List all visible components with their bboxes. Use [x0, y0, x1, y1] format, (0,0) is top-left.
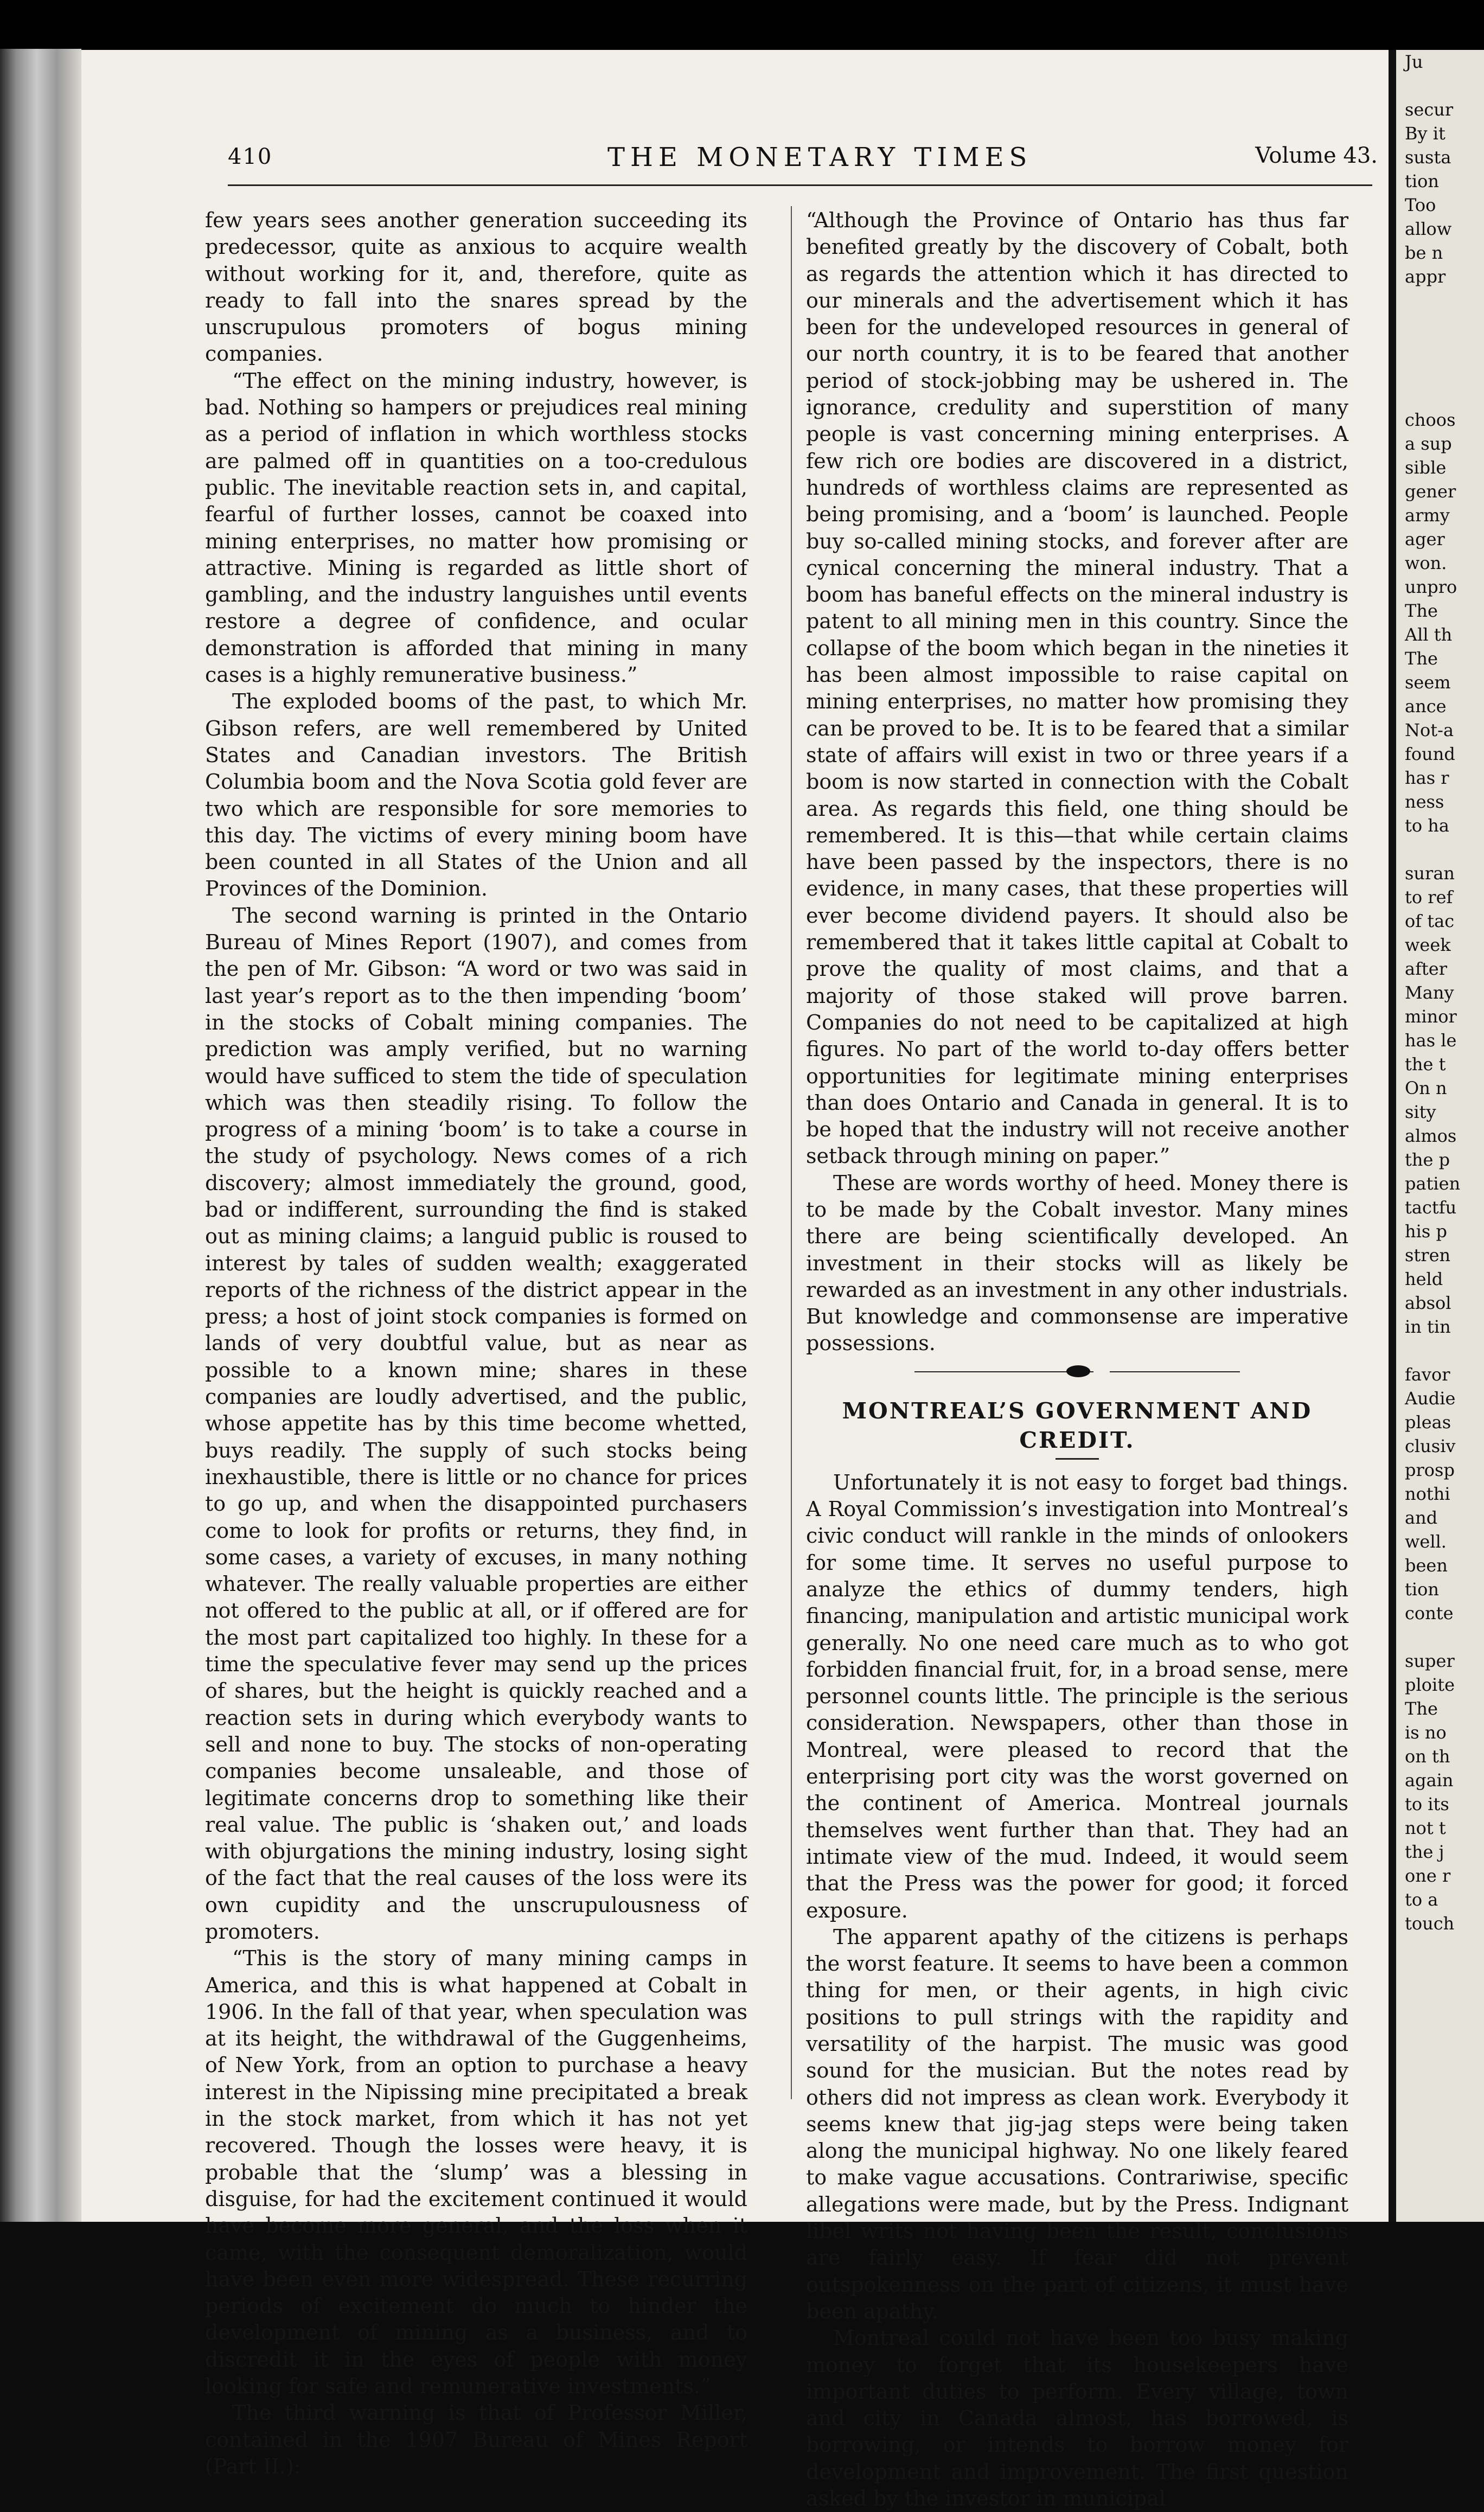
scan-top-border	[0, 0, 1484, 50]
publication-title: THE MONETARY TIMES	[607, 142, 1033, 172]
paragraph: The exploded booms of the past, to which Mr. Gibson refers, are well remembered by United States and Canadian investors. The British Columbia boom and the Nova Scotia gold fever are two which are responsible for sore memories to this day. The victims of every mining boom have been counted in all States of the Union and all Provinces of the Dominion.	[205, 689, 747, 901]
paragraph: The third warning is that of Professor Miller, contained in the 1907 Bureau of Mines Report (Part II.):	[205, 2401, 747, 2478]
paragraph: These are words worthy of heed. Money there is to be made by the Cobalt investor. Many mines there are being scientifically developed. An investment in their stocks will as likely be rewarded as an investment in any other industrials. But knowledge and commonsense are imperative possessions.	[806, 1171, 1348, 1356]
book-binding-edge	[0, 49, 81, 2222]
left-column	[205, 207, 747, 2480]
volume-label: Volume 43.	[1255, 143, 1378, 168]
column-divider	[791, 206, 792, 2099]
paragraph: “Although the Province of Ontario has thus far benefited greatly by the discovery of Cobalt, both as regards the attention which it has directed to our minerals and the advertisement which it has been for the undeveloped resources in general of our north country, it is to be feared that another period of stock-jobbing may be ushered in. The ignorance, credulity and superstition of many people is vast concerning mining enterprises. A few rich ore bodies are discovered in a district, hundreds of worthless claims are represented as being promising, and a ‘boom’ is launched. People buy so-called mining stocks, and forever after are cynical concerning the mineral industry. That a boom has baneful effects on the mineral industry is patent to all mining men in this country. Since the collapse of the boom which began in the nineties it has been almost impossible to raise capital on mining enterprises, no matter how promising they can be proved to be. It is to be feared that a similar state of affairs will exist in two or three years if a boom is now started in connection with the Cobalt area. As regards this field, one thing should be remembered. It is this—that while certain claims have been passed by the inspectors, there is no evidence, in many cases, that these properties will ever become dividend payers. It should also be remembered that it takes little capital at Cobalt to prove the quality of most claims, and that a majority of those staked will prove barren. Companies do not need to be capitalized at high figures. No part of the world to-day offers better opportunities for legitimate mining enterprises than does Ontario and Canada in general. It is to be hoped that the industry will not receive another setback through mining on paper.”	[806, 208, 1348, 1168]
header-rule	[228, 184, 1372, 186]
page-header	[228, 140, 1378, 178]
paragraph: “This is the story of many mining camps in America, and this is what happened at Cobalt in 1906. In the fall of that year, when speculation was at its height, the withdrawal of the Guggenheims, of New York, from an option to purchase a heavy interest in the Nipissing mine precipitated a break in the stock market, from which it has not yet recovered. Though the losses were heavy, it is probable that the ‘slump’ was a blessing in disguise, for had the excitement continued it would have become more general, and the loss when it came, with the consequent demoralization, would have been even more widespread. These recurring periods of excitement do much to hinder the development of mining as a business, and to discredit it in the eyes of people with money looking for safe and remunerative investments.”	[205, 1946, 747, 2399]
paragraph: Unfortunately it is not easy to forget bad things. A Royal Commission’s investigation into Montreal’s civic conduct will rankle in the minds of onlookers for some time. It serves no useful purpose to analyze the ethics of dummy tenders, high financing, manipulation and artistic municipal work generally. No one need care much as to who got forbidden financial fruit, for, in a broad sense, mere personnel counts little. The principle is the serious consideration. Newspapers, other than those in Montreal, were pleased to record that the enterprising port city was the worst governed on the continent of America. Montreal journals themselves went further than that. They had an intimate view of the mud. Indeed, it would seem that the Press was the power for good; it forced exposure.	[806, 1470, 1348, 1922]
section-ornament	[806, 1357, 1348, 1385]
paragraph: The second warning is printed in the Ontario Bureau of Mines Report (1907), and comes from the pen of Mr. Gibson: “A word or two was said in last year’s report as to the then impending ‘boom’ in the stocks of Cobalt mining companies. The prediction was amply verified, but no warning would have sufficed to stem the tide of speculation which was then steadily rising. To follow the progress of a mining ‘boom’ is to take a course in the study of psychology. News comes of a rich discovery; almost immediately the ground, good, bad or indifferent, surrounding the find is staked out as mining claims; a languid public is roused to interest by tales of sudden wealth; exaggerated reports of the richness of the district appear in the press; a host of joint stock companies is formed on lands of very doubtful value, but as near as possible to a known mine; shares in these companies are loudly advertised, and the public, whose appetite has by this time become whetted, buys readily. The supply of such stocks being inexhaustible, there is little or no chance for prices to go up, and when the disappointed purchasers come to look for profits or returns, they find, in some cases, a variety of excuses, in many nothing whatever. The really valuable properties are either not offered to the public at all, or if offered are for the most part capitalized too highly. In these for a time the speculative fever may send up the prices of shares, but the height is quickly reached and a reaction sets in during which everybody wants to sell and none to buy. The stocks of non-operating companies become unsaleable, and those of legitimate concerns drop to something like their real value. The public is ‘shaken out,’ and loads with objurgations the mining industry, losing sight of the fact that the real causes of the loss were its own cupidity and the unscrupulousness of promoters.	[205, 903, 747, 1944]
title-underline	[1056, 1458, 1099, 1460]
right-column	[806, 207, 1348, 2512]
page-number: 410	[228, 144, 273, 169]
section-title: MONTREAL’S GOVERNMENT AND CREDIT.	[842, 1397, 1313, 1453]
paragraph: The apparent apathy of the citizens is perhaps the worst feature. It seems to have been a common thing for men, or their agents, in high civic positions to pull strings with the rapidity and versatility of the harpist. The music was good sound for the musician. But the notes read by others did not impress as clean work. Everybody it seems knew that jig-jag steps were being taken along the municipal highway. No one likely feared to make vague accusations. Contrariwise, specific allegations were made, but by the Press. Indignant libel writs not having been the result, conclusions are fairly easy. If fear did not prevent outspokenness on the part of citizens, it must have been apathy.	[806, 1925, 1348, 2323]
paragraph: Montreal could not have been too busy making money to forget that its housekeepers have important duties to perform. Every village, town and city in Canada almost, has borrowed, is borrowing, or intends to borrow money for development and improvement. The first question asked by the investor in municipal	[806, 2326, 1348, 2511]
paragraph: “The effect on the mining industry, however, is bad. Nothing so hampers or prejudices real mining as a period of inflation in which worthless stocks are palmed off in quantities on a too-credulous public. The inevitable reaction sets in, and capital, fearful of further losses, cannot be coaxed into mining enterprises, no matter how promising or attractive. Mining is regarded as little short of gambling, and the industry languishes until events restore a degree of confidence, and ocular demonstration is afforded that mining in many cases is a highly remunerative business.”	[205, 368, 747, 687]
adjacent-page-text: Ju secur By it susta tion Too allow be n appr choos a sup sible gener army ager won. unpro The All th The seem ance Not-a found has r ness to ha suran to ref of tac week after Many minor has le the t On n sity almos the p patien tactfu his p stren held absol in tin favor Audie pleas clusiv prosp nothi and well. been tion conte super ploite The is no on th again to its not t the j one r to a touch	[1405, 52, 1461, 1934]
paragraph: few years sees another generation succeeding its predecessor, quite as anxious to acquire wealth without working for it, and, therefore, quite as ready to fall into the snares spread by the unscrupulous promoters of bogus mining companies.	[205, 208, 747, 366]
adjacent-page-fragment	[1389, 50, 1484, 2222]
